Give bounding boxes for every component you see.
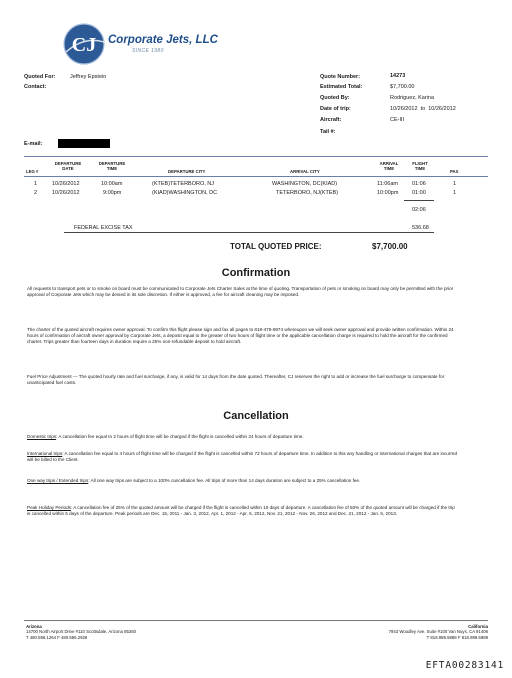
total-price-label: TOTAL QUOTED PRICE: xyxy=(230,242,322,251)
footer-right-address: 7943 Woodley Ave. Suite #100 Van Nuys, CA 91406 xyxy=(388,629,488,635)
col-arr-time-line1: ARRIVAL xyxy=(379,161,399,166)
peak-holiday-label: Peak Holiday Periods xyxy=(27,505,71,510)
confirmation-title: Confirmation xyxy=(221,267,291,279)
cancellation-oneway xyxy=(27,478,459,484)
col-pax: PAX xyxy=(450,169,459,174)
table-row-2-arr-city: TETERBORO, NJ(KTEB) xyxy=(276,190,339,196)
table-row-1-arr-city: WASHINGTON, DC(KIAD) xyxy=(272,181,338,187)
table-row-1-dep-time: 10:00am xyxy=(101,181,123,187)
footer-right-phone: T 818.989.5888 F 818.989.5889 xyxy=(426,634,488,640)
col-dep-time xyxy=(94,161,130,171)
footer-left xyxy=(26,624,136,640)
table-row-2-date: 10/26/2012 xyxy=(52,190,80,196)
quote-number-value: 14273 xyxy=(390,73,406,79)
international-trips-text: : A cancellation fee equal to 4 hours of flight time will be charged if the flight is cancelled within 72 hours of departure time. In addition to this any handling or international charges that are incurred will be billed to the Client. xyxy=(27,451,458,462)
cancellation-international xyxy=(27,451,459,463)
table-row-1-arr-time: 11:06am xyxy=(377,181,398,187)
col-dep-date xyxy=(50,161,86,171)
estimated-total-label: Estimated Total: xyxy=(320,84,363,90)
col-dep-city: DEPARTURE CITY xyxy=(168,169,206,174)
oneway-trips-label: One way trips / Extended trips xyxy=(27,478,89,483)
col-dep-time-line1: DEPARTURE xyxy=(98,161,126,166)
table-row-2-arr-time: 10:00pm xyxy=(377,190,399,196)
excise-tax-label: FEDERAL EXCISE TAX xyxy=(74,225,133,231)
footer-left-title: Arizona xyxy=(26,624,42,629)
footer-left-address: 14700 North Airport Drive #110 Scottsdale, Arizona 85260 xyxy=(26,629,137,635)
table-top-rule xyxy=(24,156,488,157)
quote-number-label: Quote Number: xyxy=(320,74,361,80)
col-flight-time xyxy=(406,161,434,171)
excise-tax-value: 536.68 xyxy=(412,225,429,231)
col-flight-time-line2: TIME xyxy=(414,166,426,172)
table-row-2-flight-time: 01:00 xyxy=(412,190,426,196)
cancellation-peak xyxy=(27,505,459,517)
confirmation-approval-paragraph: The charter of the quoted aircraft requires owner approval. To confirm this flight please sign and fax all pages to 818-479-9974 whereupon we will seek owner approval and provide written confirmation. Within 24 hours of confirmation of aircraft owner approval by Corporate Jets, a deposit equal to the greater of two hours of flight time or the applicable cancellation charge is required to hold the aircraft for the confirmed charter. Trips greater than fourteen days in duration require a 25% non-refundable deposit to hold aircraft. xyxy=(27,327,454,344)
col-arr-time xyxy=(375,161,403,171)
footer-right-title: California xyxy=(468,624,488,629)
table-row-1-leg: 1 xyxy=(34,181,38,187)
col-leg: LEG # xyxy=(26,169,39,174)
company-since: SINCE 1980 xyxy=(132,48,164,54)
quoted-for-value: Jeffrey Epstein xyxy=(70,74,107,80)
table-header-rule xyxy=(24,176,488,177)
domestic-trips-text: : A cancellation fee equal to 2 hours of flight time will be charged if the flight is cancelled within 24 hours of departure time. xyxy=(56,434,304,439)
confirmation-fuel-paragraph: Fuel Price Adjustment --- The quoted hourly rate and fuel surcharge, if any, is valid for 14 days from the date quoted. Thereafter, CJ reserves the right to add or increase the fuel surcharge to compensate for unanticipated fuel costs. xyxy=(27,374,445,385)
col-arr-city: ARRIVAL CITY xyxy=(290,169,320,174)
table-row-1-flight-time: 01:06 xyxy=(412,181,426,187)
col-dep-date-line2: DATE xyxy=(62,166,74,172)
company-name: Corporate Jets, LLC xyxy=(108,34,218,46)
aircraft-label: Aircraft: xyxy=(320,117,342,123)
table-row-1-date: 10/26/2012 xyxy=(52,181,80,187)
footer-rule xyxy=(24,620,488,621)
col-dep-time-line2: TIME xyxy=(106,166,118,172)
flight-time-sum-rule xyxy=(404,200,434,201)
quoted-by-label: Quoted By: xyxy=(320,95,350,101)
estimated-total-value: $7,700.00 xyxy=(390,84,415,90)
footer-right xyxy=(389,624,488,640)
tail-label: Tail #: xyxy=(320,129,336,135)
document-id: EFTA00283141 xyxy=(425,660,504,671)
table-row-2-dep-city: (KIAD)WASHINGTON, DC xyxy=(152,190,218,196)
table-row-2-leg: 2 xyxy=(34,190,38,196)
aircraft-value: CE-III xyxy=(390,117,405,123)
total-flight-time: 02:06 xyxy=(412,207,426,213)
table-row-1-pax: 1 xyxy=(453,181,457,187)
col-arr-time-line2: TIME xyxy=(383,166,395,172)
peak-holiday-text: : A cancellation fee of 25% of the quoted amount will be charged if the flight is cancelled within 10 days of departure. A cancellation fee of 50% of the quoted amount will be charged if the trip is cancelled within 5 days of the departure. Peak periods are Dec. 15, 2011 - Jan. 3, 2012, Apr. 1, 2012 - Apr. 5, 2012, Nov. 21, 2012 - Nov. 26, 2012 and Dec. 21, 2012 - Jan. 6, 2013. xyxy=(27,505,455,516)
table-row-2-dep-time: 9:00pm xyxy=(103,190,122,196)
date-of-trip-label: Date of trip: xyxy=(320,106,351,112)
total-price-value: $7,700.00 xyxy=(372,242,408,251)
redaction-box xyxy=(58,139,110,148)
quoted-by-value: Rodriguez, Karina xyxy=(390,95,435,101)
quoted-for-label: Quoted For: xyxy=(24,74,56,80)
col-dep-date-line1: DEPARTURE xyxy=(54,161,82,166)
domestic-trips-label: Domestic trips xyxy=(27,434,57,439)
international-trips-label: International trips xyxy=(27,451,63,456)
email-label: E-mail: xyxy=(24,141,43,147)
excise-rule xyxy=(64,232,434,233)
cancellation-domestic xyxy=(27,434,459,440)
footer-left-phone: T 480.596.1264 F 480.596.2928 xyxy=(26,634,88,640)
company-logo-icon xyxy=(62,22,106,66)
table-row-1-dep-city: (KTEB)TETERBORO, NJ xyxy=(152,181,215,187)
confirmation-pets-paragraph: All requests to transport pets or to smoke on board must be communicated to Corporate Jets Charter Sales at the time of quoting. Transportation of pets or smoking on board may only be permitted with the prior approval of Corporate Jets which may be denied in its sole discretion. If either is approved, a fee for aircraft cleaning may be imposed. xyxy=(27,286,454,297)
cancellation-title: Cancellation xyxy=(223,410,289,422)
table-row-2-pax: 1 xyxy=(453,190,457,196)
logo-monogram: CJ xyxy=(71,34,97,56)
oneway-trips-text: : All one way trips are subject to a 100% cancellation fee. All trips of more than 14 days duration are subject to a 25% cancellation fee. xyxy=(88,478,361,483)
col-flight-time-line1: FLIGHT xyxy=(412,161,428,166)
date-of-trip-value: 10/26/2012 to 10/26/2012 xyxy=(390,106,456,112)
contact-label: Contact: xyxy=(24,84,47,90)
